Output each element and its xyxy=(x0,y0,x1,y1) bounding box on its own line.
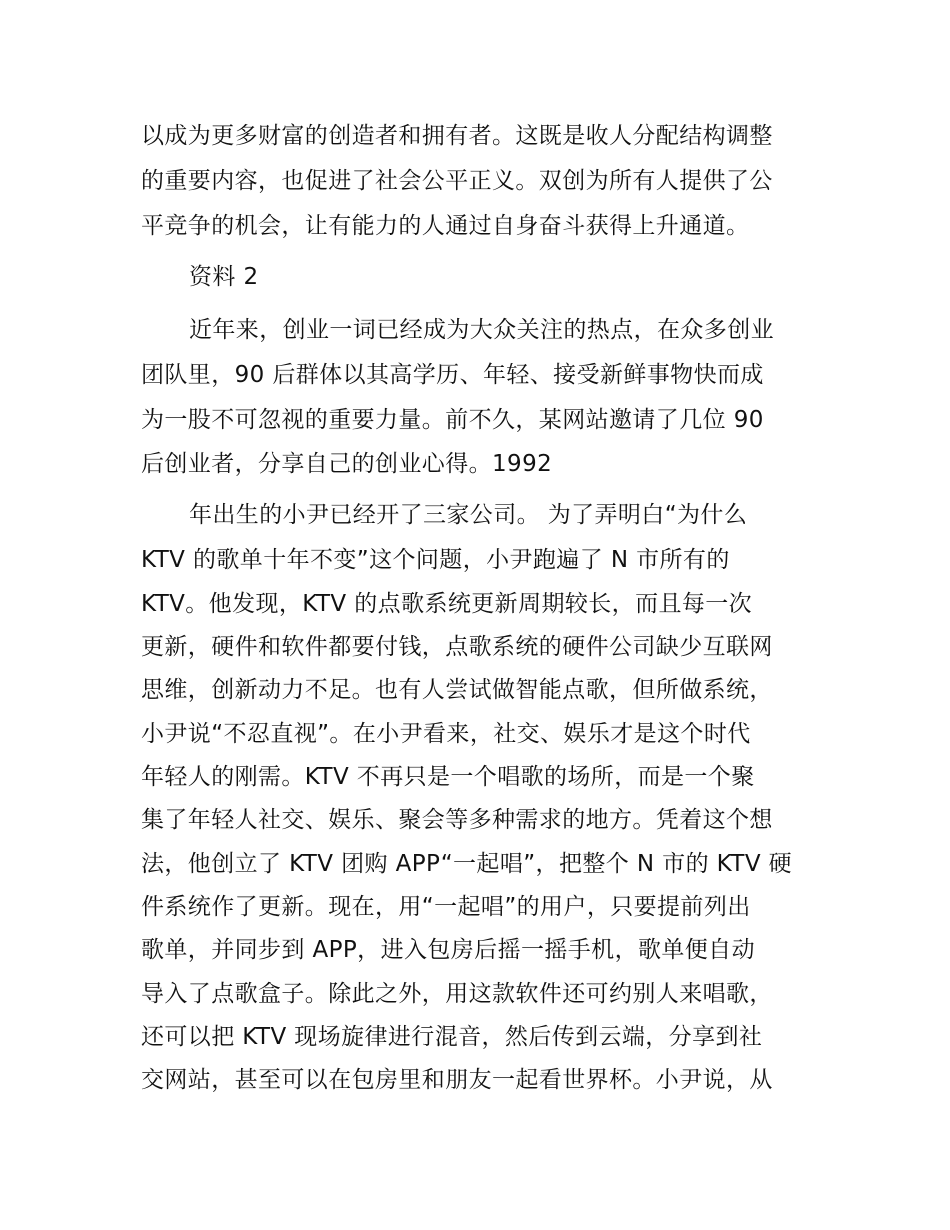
text-line: 的重要内容，也促进了社会公平正义。双创为所有人提供了公 xyxy=(141,168,773,194)
text-line: 更新，硬件和软件都要付钱，点歌系统的硬件公司缺少互联网 xyxy=(141,634,773,660)
text-line: 法，他创立了 KTV 团购 APP“一起唱”，把整个 N 市的 KTV 硬 xyxy=(141,851,793,877)
text-line: 歌单，并同步到 APP，进入包房后摇一摇手机，歌单便自动 xyxy=(141,937,755,963)
text-line: 平竞争的机会，让有能力的人通过自身奋斗获得上升通道。 xyxy=(141,213,750,239)
text-line: KTV 的歌单十年不变”这个问题，小尹跑遍了 N 市所有的 xyxy=(141,547,730,573)
paragraph-first-line: 年出生的小尹已经开了三家公司。 为了弄明白“为什么 xyxy=(189,502,748,528)
text-line: 件系统作了更新。现在，用“一起唱”的用户，只要提前列出 xyxy=(141,894,751,920)
text-line: 还可以把 KTV 现场旋律进行混音，然后传到云端，分享到社 xyxy=(141,1024,763,1050)
text-line: KTV。他发现，KTV 的点歌系统更新周期较长，而且每一次 xyxy=(141,591,753,617)
text-line: 思维，创新动力不足。也有人尝试做智能点歌，但所做系统， xyxy=(141,677,773,703)
section-heading: 资料 2 xyxy=(189,264,259,290)
text-line: 小尹说“不忍直视”。在小尹看来，社交、娱乐才是这个时代 xyxy=(141,721,751,747)
text-line: 后创业者，分享自己的创业心得。1992 xyxy=(141,451,553,477)
text-line: 年轻人的刚需。KTV 不再只是一个唱歌的场所，而是一个聚 xyxy=(141,764,755,790)
text-line: 交网站，甚至可以在包房里和朋友一起看世界杯。小尹说，从 xyxy=(141,1067,773,1093)
text-line: 为一股不可忽视的重要力量。前不久，某网站邀请了几位 90 xyxy=(141,407,764,433)
text-line: 导入了点歌盒子。除此之外，用这款软件还可约别人来唱歌， xyxy=(141,981,773,1007)
text-line: 以成为更多财富的创造者和拥有者。这既是收人分配结构调整 xyxy=(141,123,773,149)
text-line: 团队里，90 后群体以其高学历、年轻、接受新鲜事物快而成 xyxy=(141,362,764,388)
text-line: 集了年轻人社交、娱乐、聚会等多种需求的地方。凭着这个想 xyxy=(141,807,773,833)
paragraph-first-line: 近年来，创业一词已经成为大众关注的热点，在众多创业 xyxy=(189,317,774,343)
